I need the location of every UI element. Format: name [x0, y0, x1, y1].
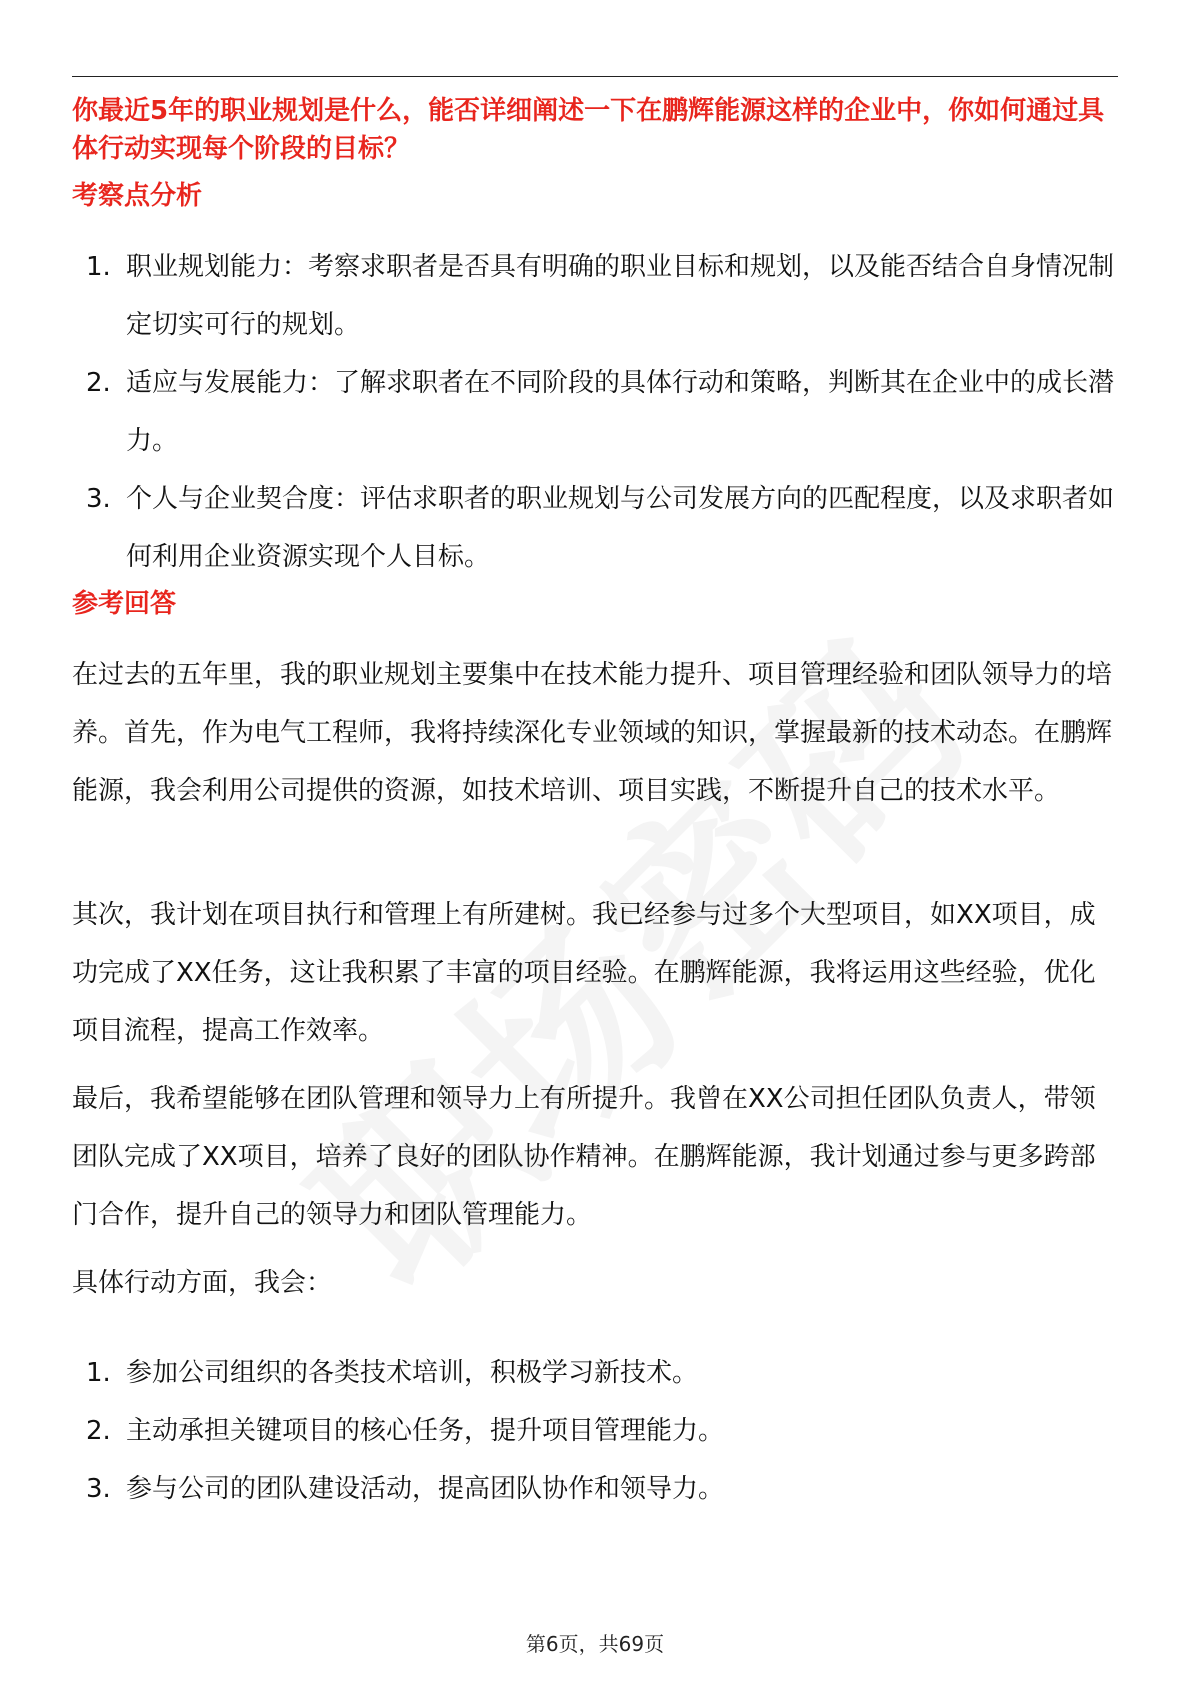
list-number: 3. — [86, 484, 111, 514]
analysis-list — [72, 238, 1118, 586]
list-number: 1. — [86, 252, 111, 282]
answer-paragraph: 其次，我计划在项目执行和管理上有所建树。我已经参与过多个大型项目，如XX项目，成功完成了XX任务，这让我积累了丰富的项目经验。在鹏辉能源，我将运用这些经验，优化项目流程，提高工作效率。 — [72, 900, 1096, 1046]
list-number: 1. — [86, 1358, 111, 1388]
list-text: 参与公司的团队建设活动，提高团队协作和领导力。 — [126, 1474, 725, 1504]
action-list — [72, 1344, 1118, 1518]
list-item — [72, 1344, 1118, 1402]
list-text: 主动承担关键项目的核心任务，提升项目管理能力。 — [126, 1416, 725, 1446]
list-item — [72, 1402, 1118, 1460]
answer-paragraph: 在过去的五年里，我的职业规划主要集中在技术能力提升、项目管理经验和团队领导力的培养。首先，作为电气工程师，我将持续深化专业领域的知识，掌握最新的技术动态。在鹏辉能源，我会利用公司提供的资源，如技术培训、项目实践，不断提升自己的技术水平。 — [72, 660, 1113, 806]
list-item — [72, 470, 1118, 586]
answer-heading: 参考回答 — [72, 589, 177, 619]
list-number: 3. — [86, 1474, 111, 1504]
list-item — [72, 354, 1118, 470]
answer-paragraph: 最后，我希望能够在团队管理和领导力上有所提升。我曾在XX公司担任团队负责人，带领团队完成了XX项目，培养了良好的团队协作精神。在鹏辉能源，我计划通过参与更多跨部门合作，提升自己的领导力和团队管理能力。 — [72, 1084, 1096, 1230]
list-text: 适应与发展能力：了解求职者在不同阶段的具体行动和策略，判断其在企业中的成长潜力。 — [126, 368, 1115, 456]
question-title: 你最近5年的职业规划是什么，能否详细阐述一下在鹏辉能源这样的企业中，你如何通过具体行动实现每个阶段的目标？ — [72, 96, 1105, 164]
analysis-heading: 考察点分析 — [72, 181, 203, 211]
answer-paragraph: 具体行动方面，我会： — [72, 1268, 333, 1298]
list-text: 职业规划能力：考察求职者是否具有明确的职业目标和规划，以及能否结合自身情况制定切实可行的规划。 — [126, 252, 1115, 340]
list-text: 个人与企业契合度：评估求职者的职业规划与公司发展方向的匹配程度，以及求职者如何利用企业资源实现个人目标。 — [126, 484, 1115, 572]
list-number: 2. — [86, 368, 111, 398]
list-text: 参加公司组织的各类技术培训，积极学习新技术。 — [126, 1358, 699, 1388]
list-item — [72, 238, 1118, 354]
top-divider — [72, 76, 1118, 77]
page-number: 第6页，共69页 — [525, 1632, 665, 1656]
list-item — [72, 1460, 1118, 1518]
list-number: 2. — [86, 1416, 111, 1446]
